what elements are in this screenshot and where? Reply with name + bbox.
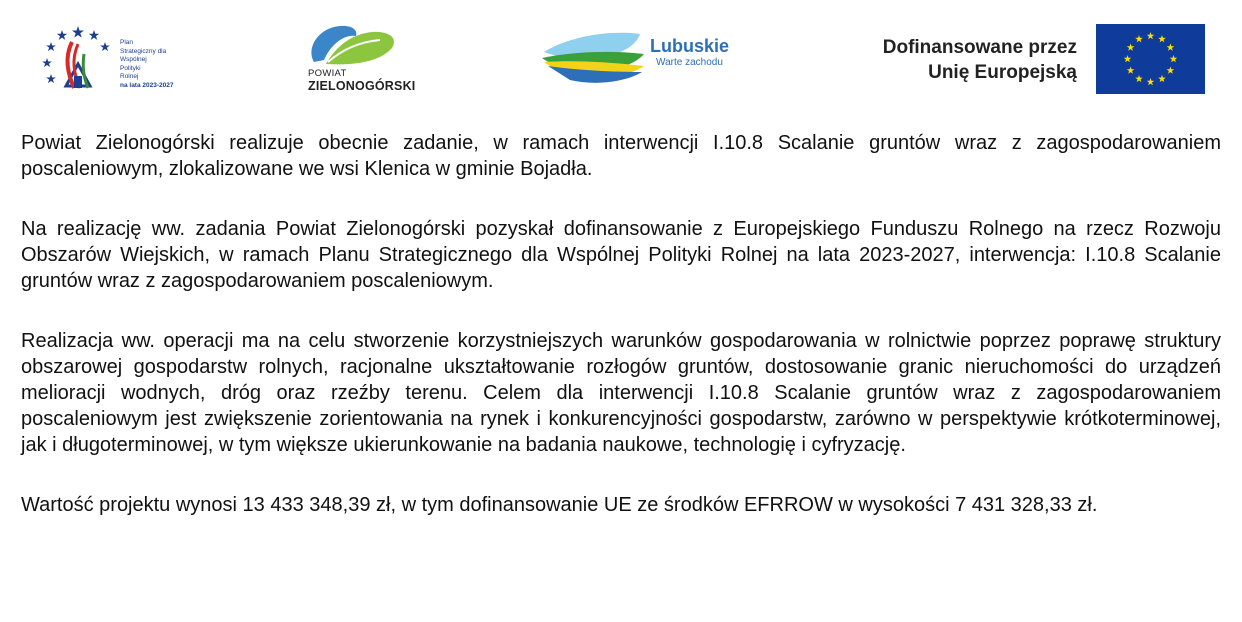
eu-stars	[1096, 24, 1205, 94]
paragraph-project-value: Wartość projektu wynosi 13 433 348,39 zł, w tym dofinansowanie UE ze środków EFRROW w wysokości 7 431 328,33 zł.	[21, 494, 1098, 516]
eu-funding-line2: Unię Europejską	[928, 62, 1077, 83]
eu-star-icon	[1127, 67, 1135, 74]
eu-star-icon	[1135, 35, 1143, 42]
lubuskie-waves-icon	[540, 26, 650, 88]
powiat-wordmark	[308, 68, 415, 92]
lubuskie-title: Lubuskie	[650, 36, 730, 56]
plan-strategiczny-logo	[38, 24, 198, 94]
eu-star-icon	[1135, 75, 1143, 82]
article-body	[21, 130, 1221, 552]
paragraph-task-description: Powiat Zielonogórski realizuje obecnie zadanie, w ramach interwencji I.10.8 Scalanie gruntów wraz z zagospodarowaniem poscaleniowym, zlokalizowane we wsi Klenica w gminie Bojadła.	[21, 132, 1221, 180]
eu-funding-line1: Dofinansowane przez	[882, 37, 1077, 58]
eu-star-icon	[1158, 35, 1166, 42]
lubuskie-logo	[540, 26, 740, 88]
eu-flag-icon	[1096, 24, 1205, 94]
eu-star-icon	[1167, 44, 1175, 51]
zielonogorski-label: ZIELONOGÓRSKI	[308, 79, 416, 93]
lubuskie-subtitle: Warte zachodu	[656, 57, 723, 68]
eu-star-icon	[1147, 32, 1155, 39]
eu-star-icon	[1124, 55, 1132, 62]
plan-strategiczny-text: Plan Strategiczny dla Wspólnej Polityki Rolnej na lata 2023-2027	[120, 39, 174, 89]
eu-star-icon	[1167, 67, 1175, 74]
eu-star-icon	[1147, 78, 1155, 85]
eu-star-icon	[1127, 44, 1135, 51]
paragraph-funding-source: Na realizację ww. zadania Powiat Zielonogórski pozyskał dofinansowanie z Europejskiego Funduszu Rolnego na rzecz Rozwoju Obszarów Wiejskich, w ramach Planu Strategicznego dla Wspólnej Polityki Rolnej na lata 2023-2027, interwencja: I.10.8 Scalanie gruntów wraz z zagospodarowaniem poscaleniowym.	[21, 218, 1221, 292]
powiat-leaf-icon	[306, 22, 406, 68]
eu-funding-text	[855, 35, 1077, 85]
plan-strategiczny-emblem-icon	[38, 24, 118, 94]
eu-star-icon	[1158, 75, 1166, 82]
eu-star-icon	[1170, 55, 1178, 62]
paragraph-operation-goal: Realizacja ww. operacji ma na celu stworzenie korzystniejszych warunków gospodarowania w rolnictwie poprzez poprawę struktury obszarowej gospodarstw rolnych, racjonalne ukształtowanie rozłogów gruntów, dostosowanie granic nieruchomości do urządzeń melioracji wodnych, dróg oraz rzeźby terenu. Celem dla interwencji I.10.8 Scalanie gruntów wraz z zagospodarowaniem poscaleniowym jest zwiększenie zorientowania na rynek i konkurencyjności gospodarstw, zarówno w perspektywie krótkoterminowej, jak i długoterminowej, w tym większe ukierunkowanie na badania naukowe, technologię i cyfryzację.	[21, 330, 1221, 456]
powiat-label: POWIAT	[308, 68, 347, 79]
logo-bar	[0, 0, 1242, 118]
powiat-zielonogorski-logo	[300, 22, 430, 94]
